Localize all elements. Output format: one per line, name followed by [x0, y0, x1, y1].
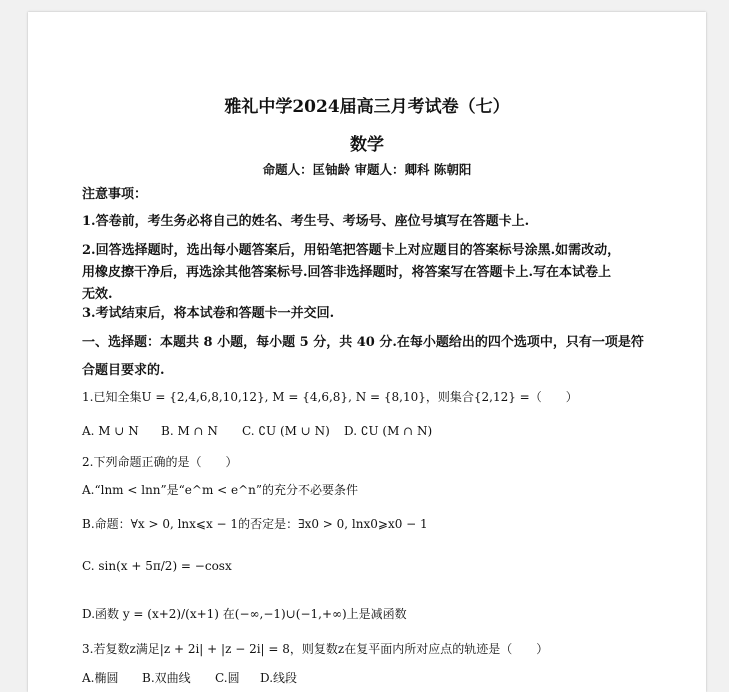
exam-authors: 命题人：匡铀龄 审题人：卿科 陈朝阳 — [262, 162, 472, 177]
notice-item-2-line-3: 无效. — [82, 287, 113, 302]
question-2-option-b: B.命题：∀x > 0, lnx⩽x − 1的否定是：∃x0 > 0, lnx0⩾x0 − 1 — [82, 517, 428, 531]
notice-item-2-line-1: 2.回答选择题时，选出每小题答案后，用铅笔把答题卡上对应题目的答案标号涂黑.如需改动， — [82, 243, 621, 258]
section-1-line-1: 一、选择题：本题共 8 小题，每小题 5 分，共 40 分.在每小题给出的四个选项中，只有一项是符 — [82, 335, 644, 350]
notice-item-2-line-2: 用橡皮擦干净后，再选涂其他答案标号.回答非选择题时，将答案写在答题卡上.写在本试卷上 — [82, 265, 612, 280]
question-2-option-a: A.“lnm < lnn”是“e^m < e^n”的充分不必要条件 — [82, 483, 359, 497]
section-1-line-2: 合题目要求的. — [82, 363, 165, 378]
question-3-option-c: C.圆 — [215, 671, 240, 685]
question-1-stem: 1.已知全集U = {2,4,6,8,10,12}, M = {4,6,8}, N = {8,10}，则集合{2,12} =（ ） — [82, 390, 578, 404]
exam-subject: 数学 — [350, 135, 384, 155]
question-3-option-d: D.线段 — [260, 671, 298, 685]
question-1-option-b: B. M ∩ N — [161, 424, 218, 438]
question-1-option-a: A. M ∪ N — [82, 424, 139, 438]
question-1-option-c: C. ∁U (M ∪ N) — [242, 424, 330, 438]
question-2-stem: 2.下列命题正确的是（ ） — [82, 455, 238, 469]
question-1-option-d: D. ∁U (M ∩ N) — [344, 424, 433, 438]
question-3-option-b: B.双曲线 — [142, 671, 191, 685]
question-2-option-c: C. sin(x + 5π/2) = −cosx — [82, 559, 232, 573]
question-2-option-d: D.函数 y = (x+2)/(x+1) 在(−∞,−1)∪(−1,+∞)上是减函数 — [82, 607, 407, 621]
exam-page — [28, 12, 706, 692]
question-3-option-a: A.椭圆 — [82, 671, 119, 685]
notice-item-1: 1.答卷前，考生务必将自己的姓名、考生号、考场号、座位号填写在答题卡上. — [82, 214, 530, 229]
question-3-stem: 3.若复数z满足|z + 2i| + |z − 2i| = 8，则复数z在复平面内所对应点的轨迹是（ ） — [82, 642, 549, 656]
notice-item-3: 3.考试结束后，将本试卷和答题卡一并交回. — [82, 306, 335, 321]
notice-heading: 注意事项： — [82, 187, 148, 202]
exam-title: 雅礼中学2024届高三月考试卷（七） — [224, 97, 510, 117]
